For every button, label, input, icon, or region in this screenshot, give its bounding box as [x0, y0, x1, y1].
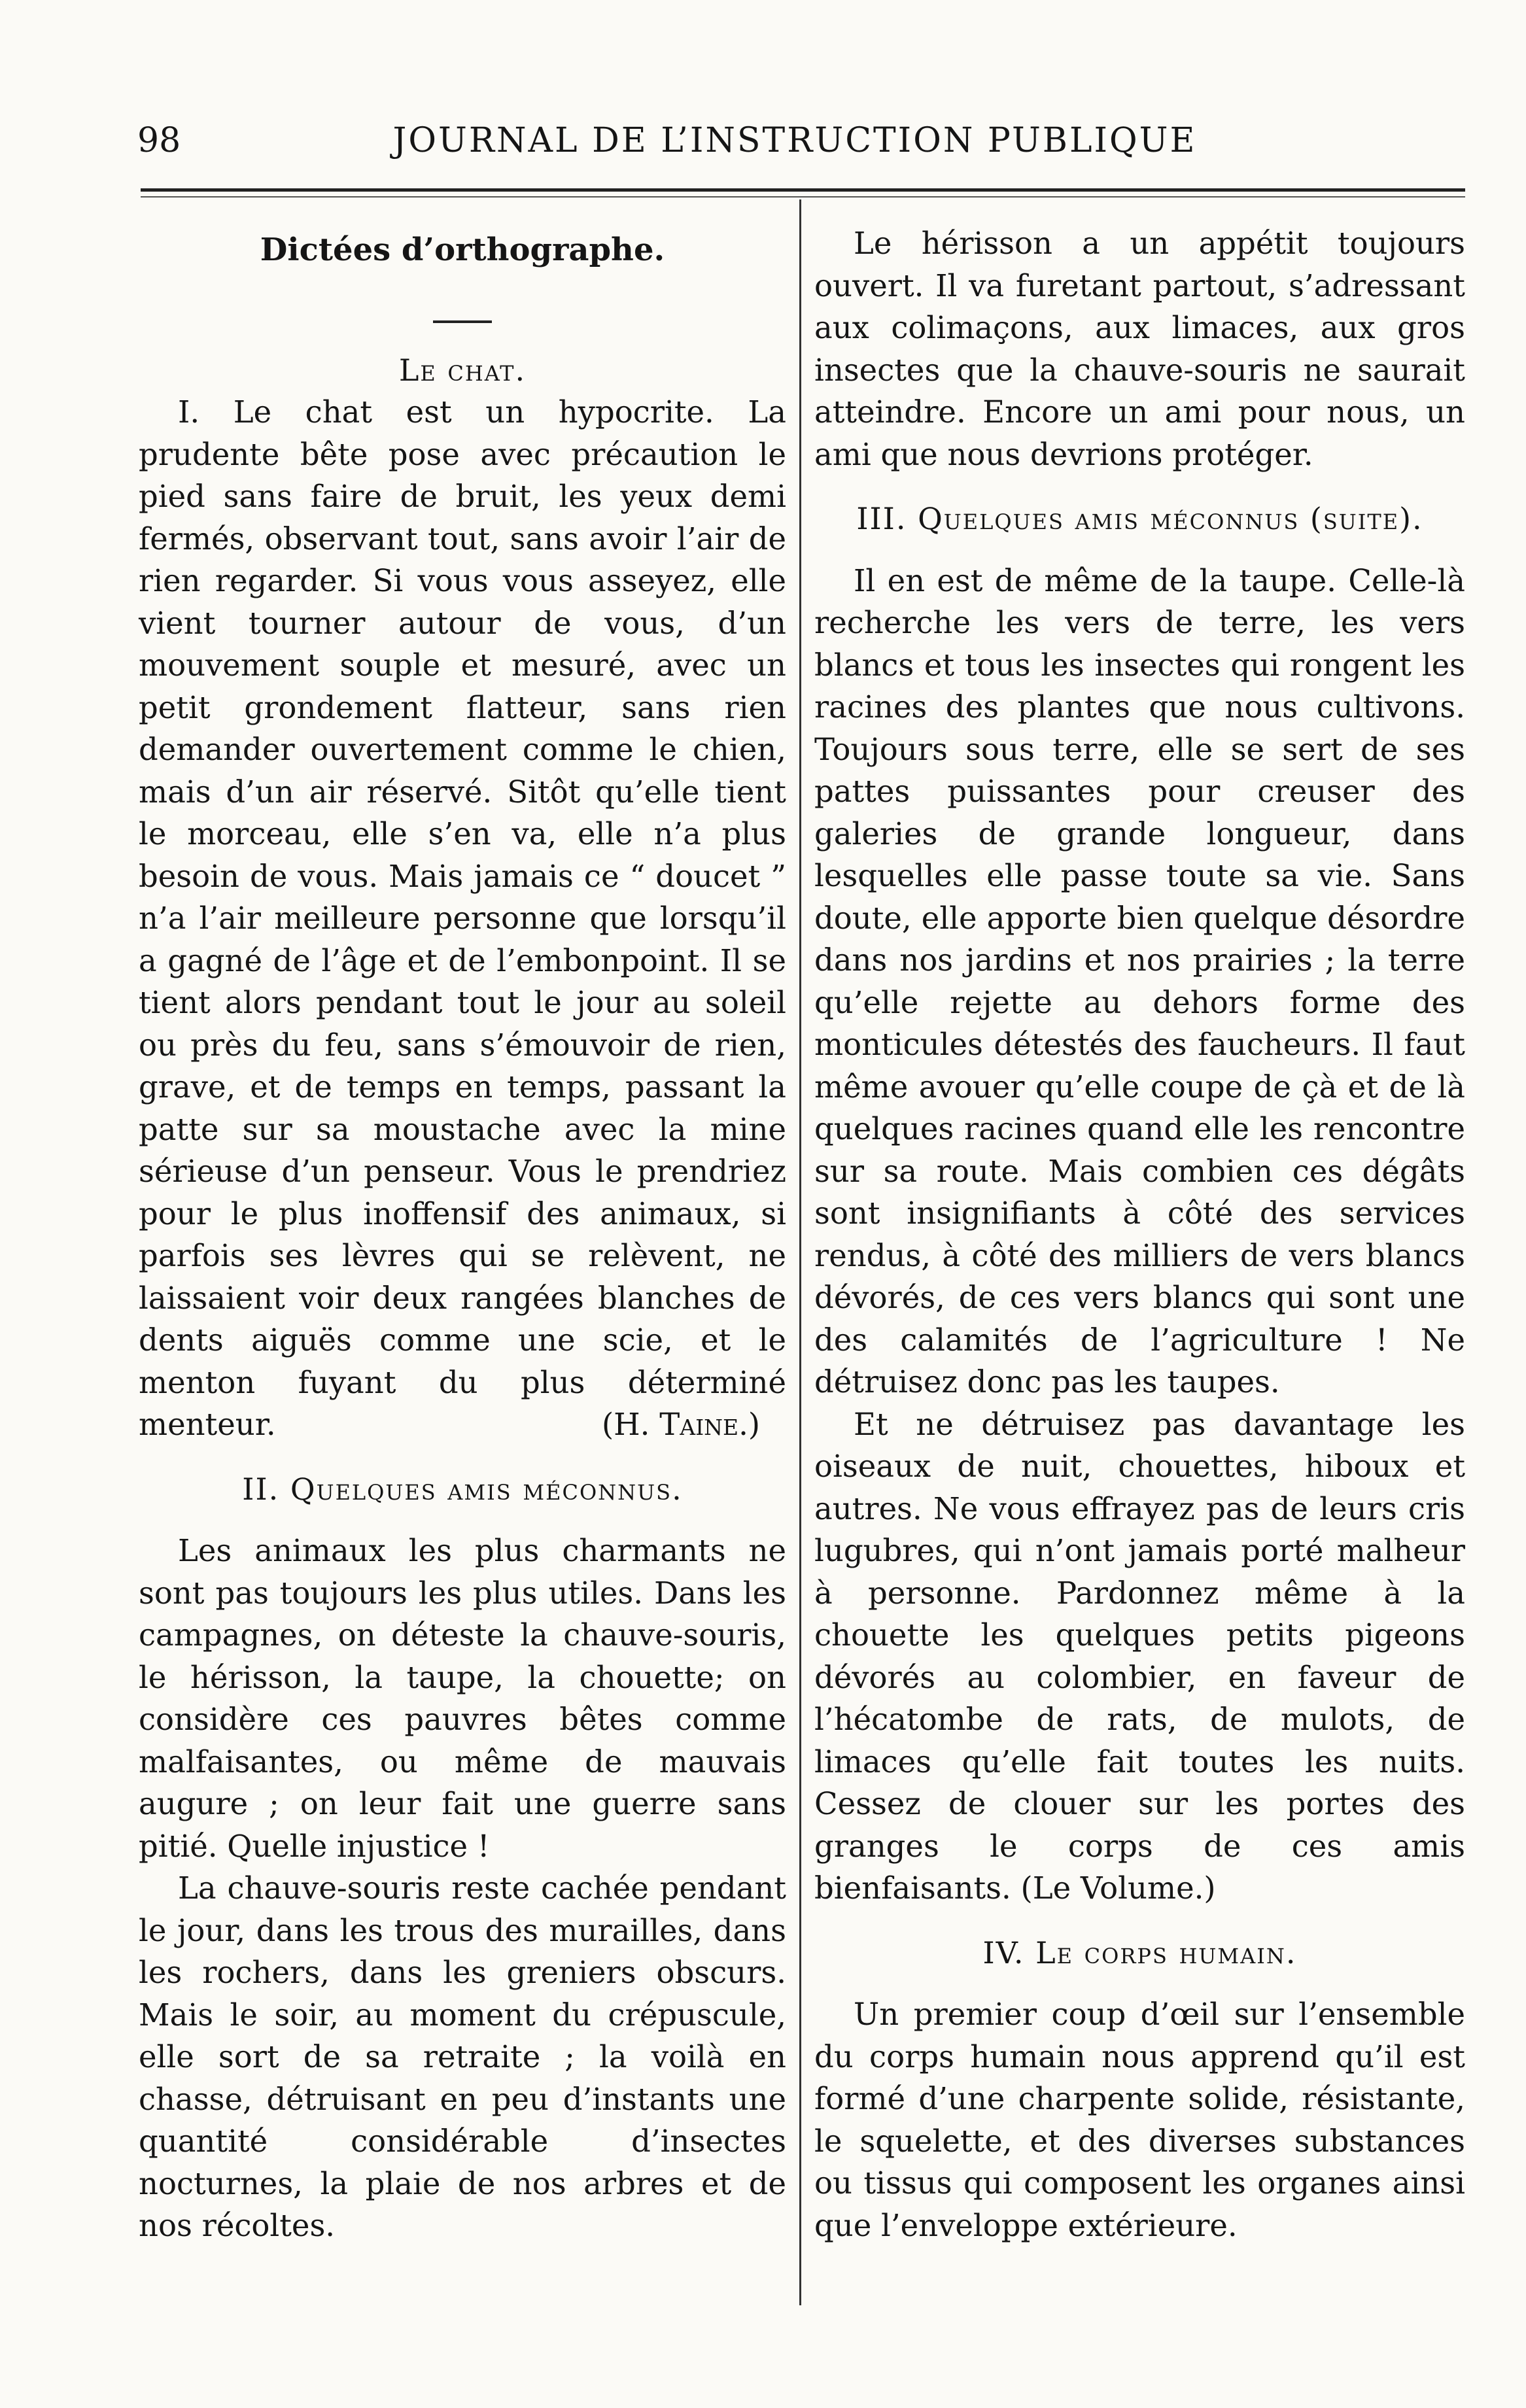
article-heading-le-chat: Le chat. — [398, 352, 527, 388]
source-attribution-taine: (H. Taine.) — [601, 1407, 760, 1442]
paragraph-oiseaux-de-nuit: Et ne détruisez pas davantage les oiseaux de nuit, chouettes, hiboux et autres. Ne vous effrayez pas de leurs cris lugubres, qui n’ont jamais porté malheur à personne. Pardonnez même à la chouette les quelques petits pigeons dévorés au colombier, en faveur de l’hécatombe de rats, de mulots, de limaces qu’elle fait toutes les nuits. Cessez de clouer sur les portes des granges le corps de ces amis bienfaisants. (Le Volume.) — [814, 1406, 1465, 1906]
title-rule — [433, 320, 492, 323]
paragraph-taupe: Il en est de même de la taupe. Celle-là recherche les vers de terre, les vers blancs et tous les insectes qui rongent les racines des plantes que nous cultivons. Toujours sous terre, elle se sert de ses pattes puissantes pour creuser des galeries de grande longueur, dans lesquelles elle passe toute sa vie. Sans doute, elle apporte bien quelque désordre dans nos jardins et nos prairies ; la terre qu’elle rejette au dehors forme des monticules détestés des faucheurs. Il faut même avouer qu’elle coupe de çà et de là quelques racines quand elle les rencontre sur sa route. Mais combien ces dégâts sont insignifiants à côté des services rendus, à côté des milliers de vers blancs dévorés, de ces vers blancs qui sont une des calamités de l’agriculture ! Ne détruisez donc pas les taupes. — [814, 562, 1465, 1400]
page-header — [131, 114, 1459, 167]
right-column — [814, 222, 1465, 2246]
column-divider — [799, 199, 801, 2305]
article-body-le-chat: I. Le chat est un hypocrite. La prudente bête pose avec précaution le pied sans faire de bruit, les yeux demi fermés, observant tout, sans avoir l’air de rien regarder. Si vous vous asseyez, elle vient tourner autour de vous, d’un mouvement souple et mesuré, avec un petit grondement flatteur, sans rien demander ouvertement comme le chien, mais d’un air réservé. Sitôt qu’elle tient le morceau, elle s’en va, elle n’a plus besoin de vous. Mais jamais ce “ doucet ” n’a l’air meilleure personne que lorsqu’il a gagné de l’âge et de l’embonpoint. Il se tient alors pendant tout le jour au soleil ou près du feu, sans s’émouvoir de rien, grave, et de temps en temps, passant la patte sur sa moustache avec la mine sérieuse d’un penseur. Vous le prendriez pour le plus inoffensif des animaux, si parfois ses lèvres qui se relèvent, ne laissaient voir deux rangées blanches de dents aiguës comme une scie, et le menton fuyant du plus déterminé menteur. — [139, 394, 786, 1442]
running-title: JOURNAL DE L’INSTRUCTION PUBLIQUE — [392, 121, 1197, 160]
left-column — [139, 222, 786, 2247]
section-title: Dictées d’orthographe. — [260, 232, 665, 268]
paragraph-corps-humain: Un premier coup d’œil sur l’ensemble du corps humain nous apprend qu’il est formé d’une charpente solide, résistante, le squelette, et des diverses substances ou tissus qui composent les organes ainsi que l’enveloppe extérieure. — [814, 1997, 1465, 2243]
paragraph-chauve-souris: La chauve-souris reste cachée pendant le jour, dans les trous des murailles, dans les rochers, dans les greniers obscurs. Mais le soir, au moment du crépuscule, elle sort de sa retraite ; la voilà en chasse, détruisant en peu d’instants une quantité considérable d’insectes nocturnes, la plaie de nos arbres et de nos récoltes. — [139, 1870, 786, 2243]
page-number: 98 — [137, 121, 181, 160]
article-heading-amis-meconnus-suite: III. Quelques amis méconnus (suite). — [856, 501, 1423, 536]
article-heading-corps-humain: IV. Le corps humain. — [982, 1935, 1297, 1970]
paragraph-animaux: Les animaux les plus charmants ne sont pas toujours les plus utiles. Dans les campagnes, on déteste la chauve-souris, le hérisson, la taupe, la chouette; on considère ces pauvres bêtes comme malfaisantes, ou même de mauvais augure ; on leur fait une guerre sans pitié. Quelle injustice ! — [139, 1533, 786, 1864]
paragraph-herisson: Le hérisson a un appétit toujours ouvert. Il va furetant partout, s’adressant aux colimaçons, aux limaces, aux gros insectes que la chauve-souris ne saurait atteindre. Encore un ami pour nous, un ami que nous devrions protéger. — [814, 226, 1465, 472]
header-rule-thin — [141, 196, 1465, 198]
article-heading-amis-meconnus: II. Quelques amis méconnus. — [242, 1471, 683, 1507]
header-rule — [141, 188, 1465, 192]
